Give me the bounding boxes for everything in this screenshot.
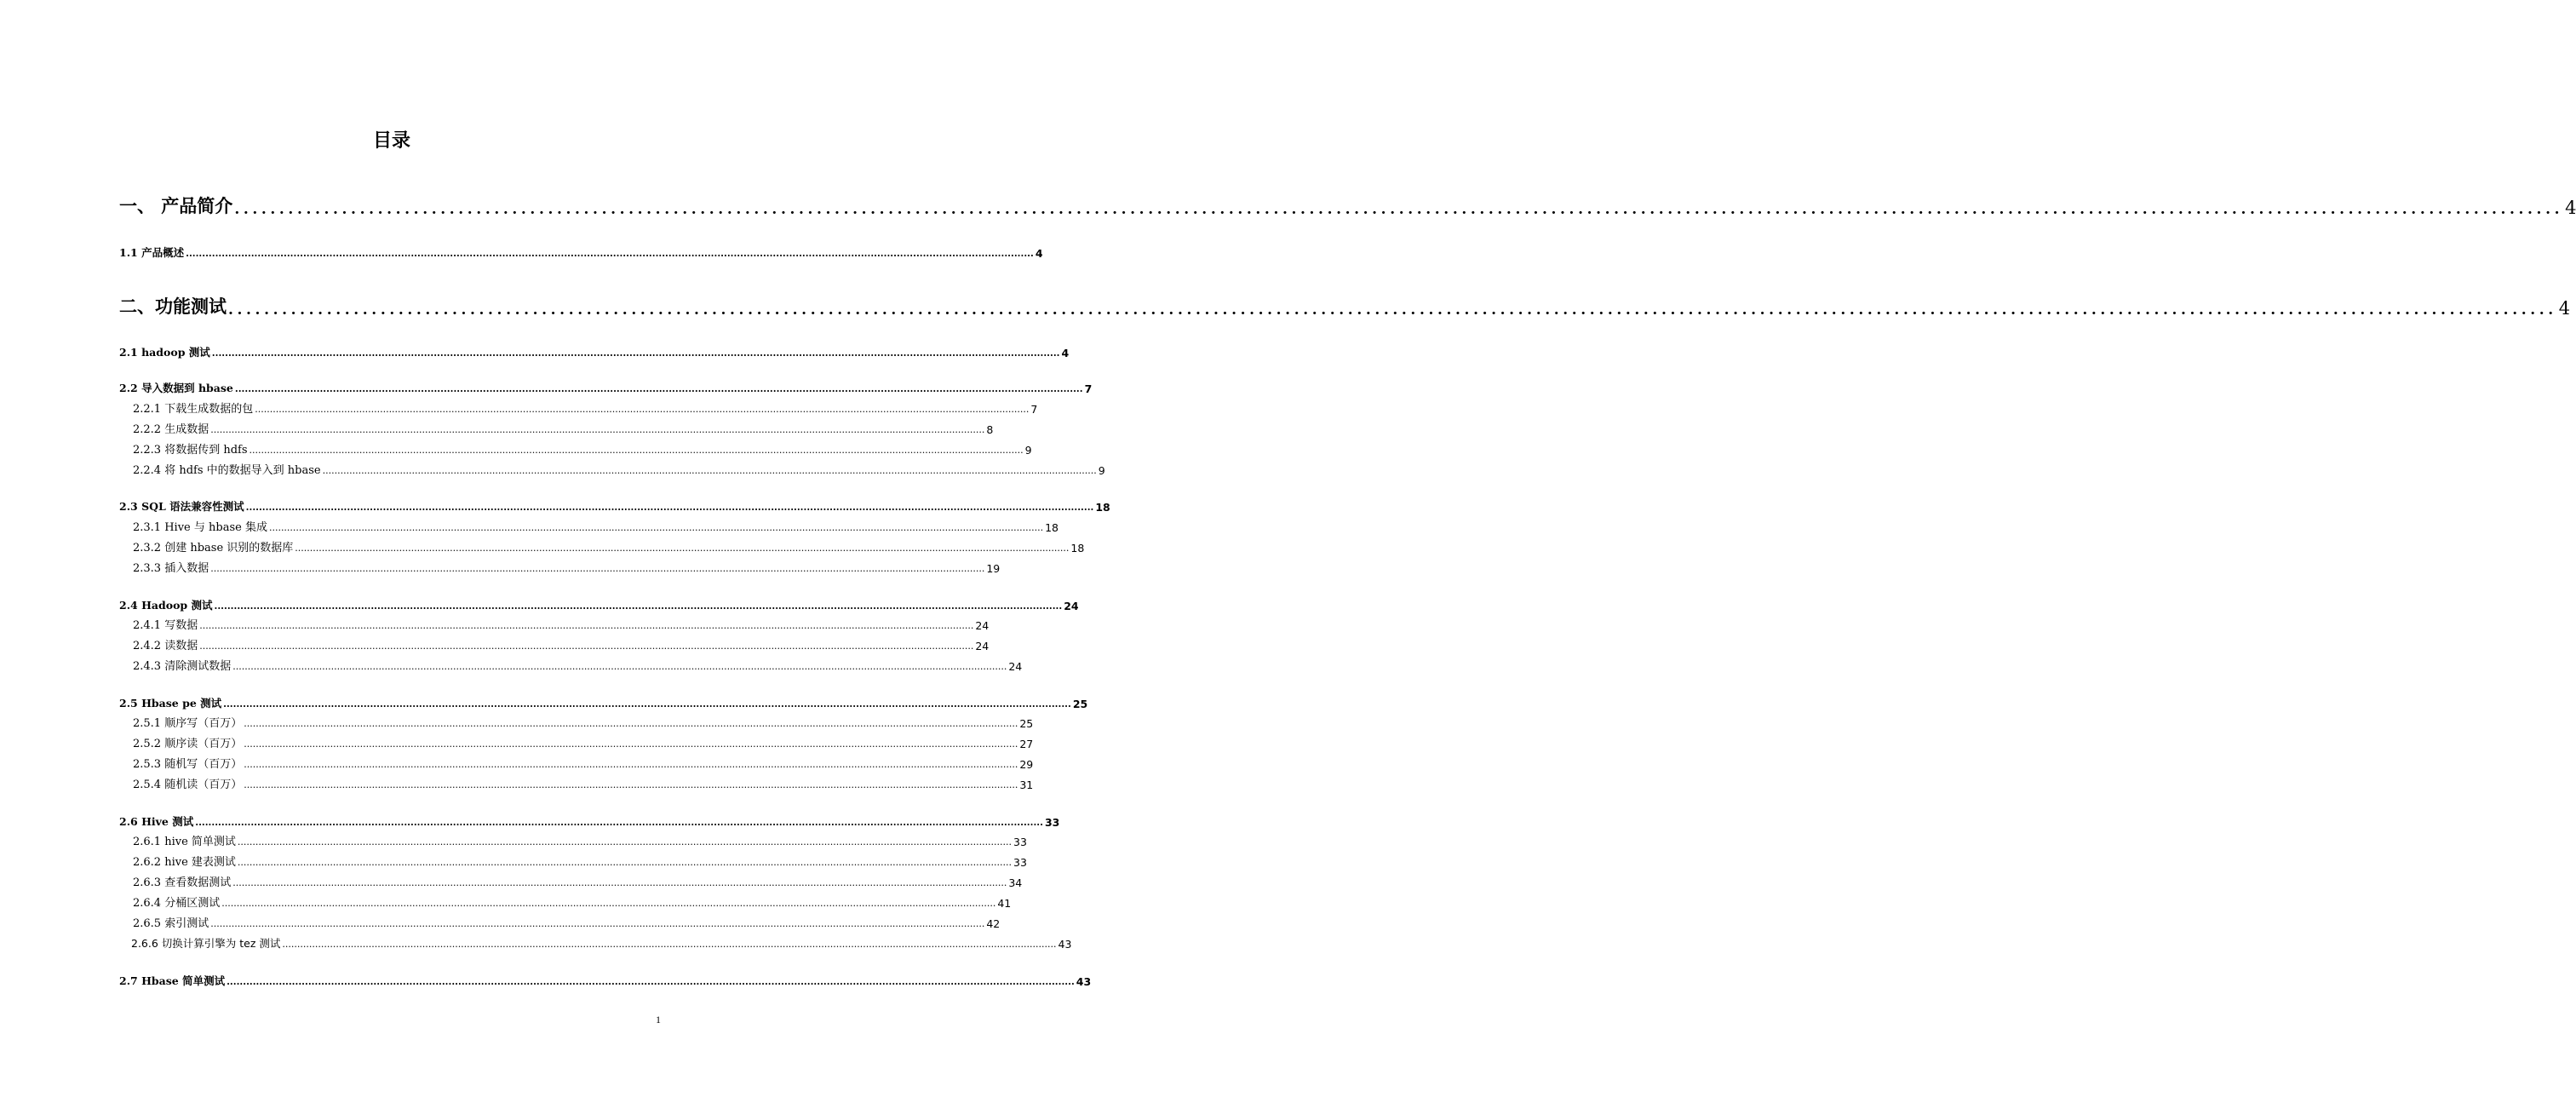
toc-entry-label: 2.2 导入数据到 hbase xyxy=(119,382,233,394)
toc-entry-label: 2.6.6 切换计算引擎为 tez 测试 xyxy=(131,937,281,950)
toc-entry-page: 27 xyxy=(1019,738,1034,750)
toc-entry-label: 2.5.4 随机读（百万） xyxy=(133,779,243,791)
toc-entry-page: 4 xyxy=(1061,347,1070,359)
toc-entry-2-3-2[interactable] xyxy=(133,539,1085,554)
toc-entry-label: 2.2.1 下载生成数据的包 xyxy=(133,403,254,416)
toc-entry-2-2-4[interactable] xyxy=(133,462,1105,477)
toc-entry-2-3-1[interactable] xyxy=(133,519,1059,534)
toc-entry-page: 8 xyxy=(986,423,994,436)
toc-leader-dots: .................................................................................................................................................................................................................................................................... xyxy=(237,857,1013,868)
toc-entry-page: 24 xyxy=(1008,660,1023,673)
toc-entry-section-1[interactable] xyxy=(119,192,2576,218)
toc-entry-page: 4 xyxy=(2565,198,2576,218)
toc-entry-page: 7 xyxy=(1084,382,1093,395)
toc-leader-dots: .................................................................................................................................................................................................................................................................... xyxy=(234,201,2564,218)
toc-entry-page: 42 xyxy=(986,917,1001,930)
toc-entry-label: 2.6.5 索引测试 xyxy=(133,917,209,930)
toc-entry-label: 2.3.1 Hive 与 hbase 集成 xyxy=(133,521,267,534)
toc-entry-page: 34 xyxy=(1008,876,1023,889)
toc-entry-2-4[interactable] xyxy=(119,597,1079,612)
toc-entry-page: 43 xyxy=(1058,938,1072,951)
toc-entry-label: 2.2.3 将数据传到 hdfs xyxy=(133,444,248,457)
toc-entry-page: 24 xyxy=(975,640,990,652)
toc-leader-dots: .................................................................................................................................................................................................................................................................... xyxy=(210,918,985,929)
toc-entry-page: 4 xyxy=(1035,247,1043,260)
toc-leader-dots: .................................................................................................................................................................................................................................................................... xyxy=(186,248,1034,259)
toc-entry-page: 9 xyxy=(1098,464,1105,477)
toc-entry-label: 2.4.2 读数据 xyxy=(133,640,198,652)
toc-entry-label: 2.5 Hbase pe 测试 xyxy=(119,697,222,710)
toc-entry-label: 2.2.2 生成数据 xyxy=(133,423,209,436)
toc-leader-dots: .................................................................................................................................................................................................................................................................... xyxy=(199,620,974,631)
toc-entry-label: 2.6.2 hive 建表测试 xyxy=(133,856,236,869)
toc-entry-1-1[interactable] xyxy=(119,244,1043,260)
toc-leader-dots: .................................................................................................................................................................................................................................................................... xyxy=(244,738,1018,750)
toc-leader-dots: .................................................................................................................................................................................................................................................................... xyxy=(199,641,974,652)
toc-entry-2-3[interactable] xyxy=(119,498,1110,514)
toc-entry-2-7[interactable] xyxy=(119,973,1092,988)
toc-entry-page: 41 xyxy=(997,897,1012,910)
toc-entry-page: 31 xyxy=(1019,779,1034,791)
toc-entry-2-5-1[interactable] xyxy=(133,715,1034,730)
toc-entry-page: 24 xyxy=(1064,600,1079,612)
toc-entry-label: 二、功能测试 xyxy=(119,296,227,317)
toc-entry-section-2[interactable] xyxy=(119,293,2571,319)
toc-leader-dots: .................................................................................................................................................................................................................................................................... xyxy=(249,445,1024,456)
toc-leader-dots: .................................................................................................................................................................................................................................................................... xyxy=(268,522,1044,533)
toc-entry-label: 2.6.1 hive 简单测试 xyxy=(133,836,236,848)
toc-entry-2-6-1[interactable] xyxy=(133,833,1027,848)
toc-entry-2-3-3[interactable] xyxy=(133,560,1001,575)
toc-entry-page: 19 xyxy=(986,562,1001,575)
toc-entry-page: 18 xyxy=(1095,501,1110,514)
toc-entry-page: 43 xyxy=(1076,975,1092,988)
toc-entry-2-6-6[interactable] xyxy=(131,935,1072,951)
toc-entry-page: 7 xyxy=(1030,403,1038,416)
toc-entry-label: 2.5.3 随机写（百万） xyxy=(133,758,243,771)
toc-entry-page: 29 xyxy=(1019,758,1034,771)
toc-entry-page: 25 xyxy=(1072,698,1088,710)
toc-entry-2-4-1[interactable] xyxy=(133,617,990,632)
toc-entry-2-5-2[interactable] xyxy=(133,735,1034,750)
toc-entry-2-4-2[interactable] xyxy=(133,637,990,652)
toc-entry-label: 2.4.3 清除测试数据 xyxy=(133,660,232,673)
toc-entry-label: 2.3 SQL 语法兼容性测试 xyxy=(119,500,244,513)
toc-leader-dots: .................................................................................................................................................................................................................................................................... xyxy=(223,698,1071,710)
toc-entry-2-2-1[interactable] xyxy=(133,400,1038,416)
toc-entry-label: 2.4 Hadoop 测试 xyxy=(119,599,213,612)
toc-entry-page: 33 xyxy=(1013,836,1027,848)
toc-entry-label: 2.5.2 顺序读（百万） xyxy=(133,738,243,750)
toc-entry-page: 25 xyxy=(1019,717,1034,730)
toc-leader-dots: .................................................................................................................................................................................................................................................................... xyxy=(214,600,1063,612)
toc-entry-label: 2.6.4 分桶区测试 xyxy=(133,897,221,910)
toc-entry-page: 4 xyxy=(2558,298,2571,319)
toc-entry-2-6-2[interactable] xyxy=(133,853,1027,869)
toc-entry-2-5-4[interactable] xyxy=(133,776,1034,791)
toc-entry-2-6-3[interactable] xyxy=(133,874,1023,889)
toc-entry-label: 2.3.2 创建 hbase 识别的数据库 xyxy=(133,542,294,554)
toc-leader-dots: .................................................................................................................................................................................................................................................................... xyxy=(237,836,1013,848)
toc-entry-page: 33 xyxy=(1013,856,1027,869)
page-number: 1 xyxy=(656,1014,661,1026)
toc-entry-label: 2.3.3 插入数据 xyxy=(133,562,209,575)
toc-entry-label: 一、 产品简介 xyxy=(119,196,233,216)
toc-entry-label: 2.2.4 将 hdfs 中的数据导入到 hbase xyxy=(133,464,321,477)
toc-entry-2-2[interactable] xyxy=(119,380,1093,395)
toc-entry-label: 2.4.1 写数据 xyxy=(133,619,198,632)
toc-entry-page: 24 xyxy=(975,619,990,632)
toc-entry-label: 2.1 hadoop 测试 xyxy=(119,346,210,359)
toc-entry-2-5[interactable] xyxy=(119,695,1088,710)
toc-leader-dots: .................................................................................................................................................................................................................................................................... xyxy=(210,563,985,574)
toc-entry-label: 2.7 Hbase 简单测试 xyxy=(119,974,226,987)
toc-leader-dots: .................................................................................................................................................................................................................................................................... xyxy=(244,759,1018,770)
toc-leader-dots: .................................................................................................................................................................................................................................................................... xyxy=(244,779,1018,790)
toc-leader-dots: .................................................................................................................................................................................................................................................................... xyxy=(282,939,1057,950)
toc-entry-2-5-3[interactable] xyxy=(133,756,1034,771)
toc-leader-dots: .................................................................................................................................................................................................................................................................... xyxy=(322,465,1097,476)
toc-entry-2-2-2[interactable] xyxy=(133,421,994,436)
toc-leader-dots: .................................................................................................................................................................................................................................................................... xyxy=(255,404,1030,415)
toc-leader-dots: .................................................................................................................................................................................................................................................................... xyxy=(232,877,1007,888)
toc-leader-dots: .................................................................................................................................................................................................................................................................... xyxy=(195,817,1043,828)
toc-entry-page: 33 xyxy=(1044,816,1060,829)
toc-title: 目录 xyxy=(372,130,410,152)
toc-entry-label: 2.5.1 顺序写（百万） xyxy=(133,717,243,730)
toc-entry-2-2-3[interactable] xyxy=(133,441,1032,457)
toc-leader-dots: .................................................................................................................................................................................................................................................................... xyxy=(227,976,1075,987)
toc-entry-page: 9 xyxy=(1024,444,1032,457)
toc-entry-2-6[interactable] xyxy=(119,813,1060,829)
toc-leader-dots: .................................................................................................................................................................................................................................................................... xyxy=(245,502,1094,513)
toc-entry-2-4-3[interactable] xyxy=(133,658,1023,673)
toc-leader-dots: .................................................................................................................................................................................................................................................................... xyxy=(211,348,1060,359)
toc-entry-page: 18 xyxy=(1045,521,1059,534)
toc-leader-dots: .................................................................................................................................................................................................................................................................... xyxy=(228,302,2557,319)
toc-entry-2-6-5[interactable] xyxy=(133,915,1001,930)
toc-entry-2-6-4[interactable] xyxy=(133,894,1012,910)
toc-leader-dots: .................................................................................................................................................................................................................................................................... xyxy=(232,661,1007,672)
toc-leader-dots: .................................................................................................................................................................................................................................................................... xyxy=(244,718,1018,729)
toc-leader-dots: .................................................................................................................................................................................................................................................................... xyxy=(295,543,1070,554)
toc-leader-dots: .................................................................................................................................................................................................................................................................... xyxy=(234,383,1083,394)
toc-entry-label: 1.1 产品概述 xyxy=(119,246,185,259)
toc-leader-dots: .................................................................................................................................................................................................................................................................... xyxy=(210,424,985,435)
toc-entry-page: 18 xyxy=(1070,542,1085,554)
toc-leader-dots: .................................................................................................................................................................................................................................................................... xyxy=(221,898,996,909)
toc-entry-label: 2.6 Hive 测试 xyxy=(119,815,194,828)
toc-entry-2-1[interactable] xyxy=(119,344,1070,359)
toc-entry-label: 2.6.3 查看数据测试 xyxy=(133,876,232,889)
